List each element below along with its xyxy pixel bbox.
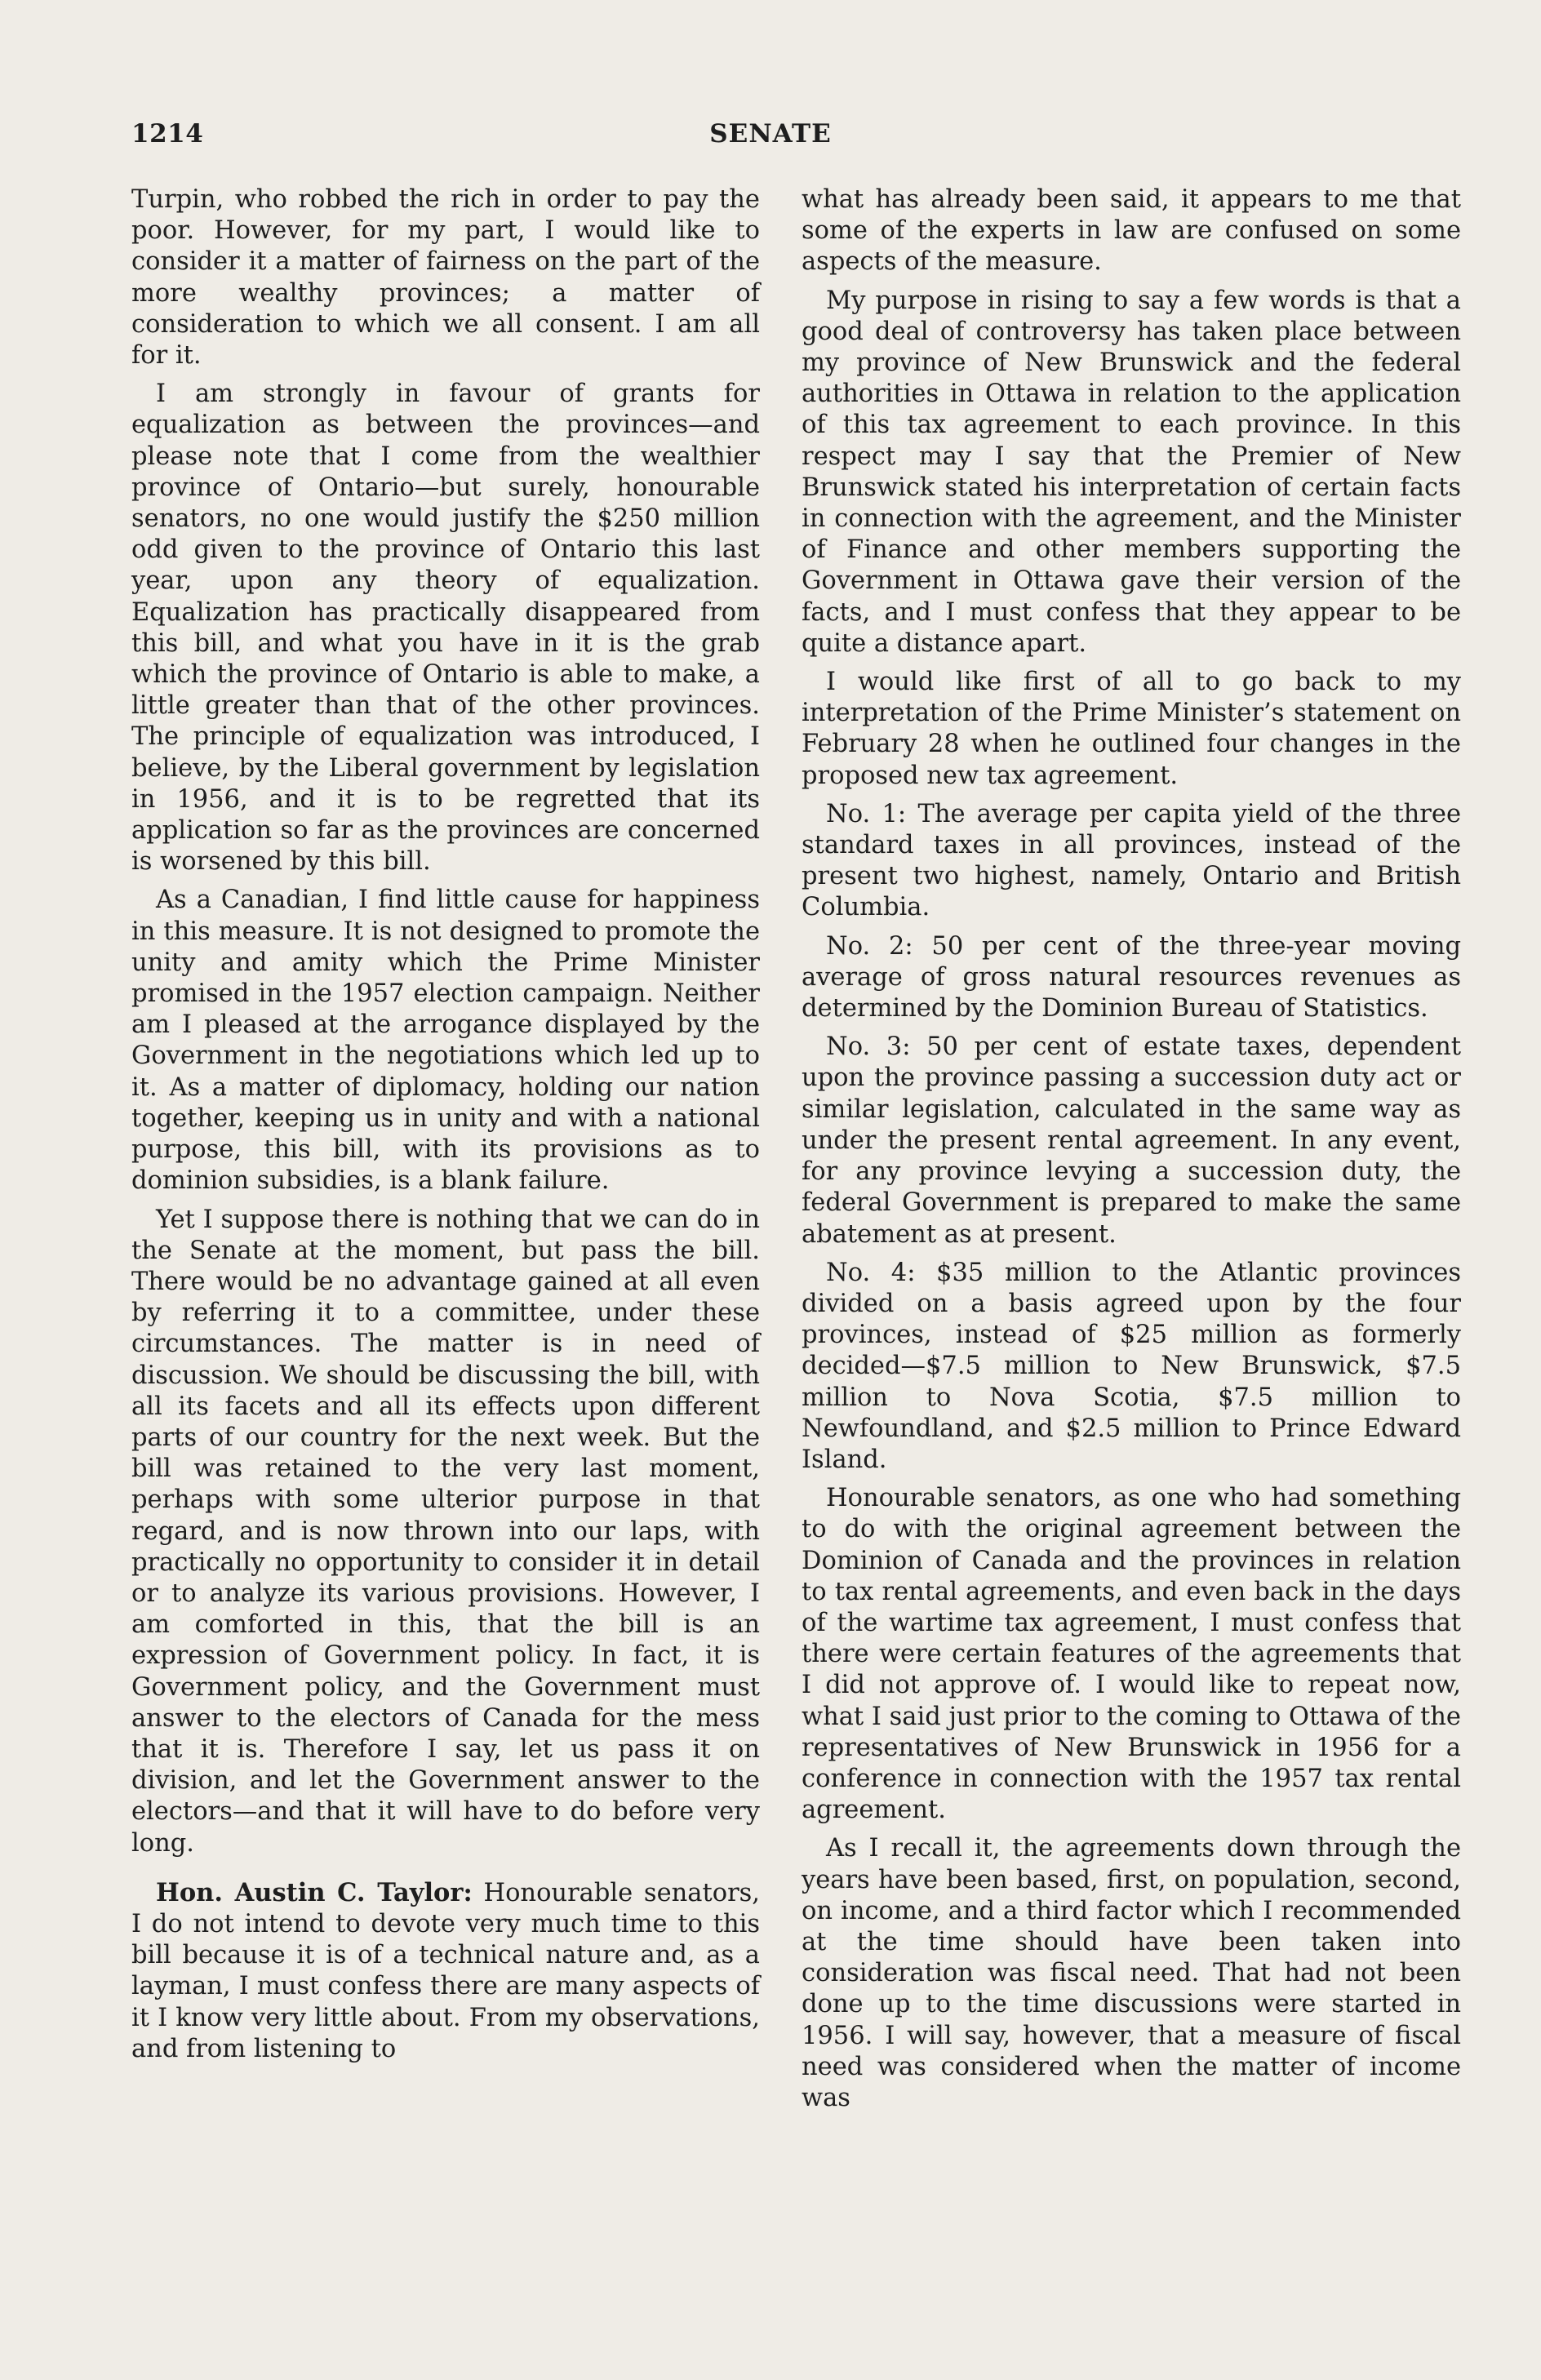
paragraph: Honourable senators, as one who had something to do with the original agreement between the Dominion of Canada and the provinces in relation to tax rental agreements, and even back in the days of the wartime tax agreement, I must confess that there were certain features of the agreements that I did not approve of. I would like to repeat now, what I said just prior to the coming to Ottawa of the representatives of New Brunswick in 1956 for a conference in connection with the 1957 tax rental agreement. — [802, 1484, 1461, 1825]
paragraph: No. 3: 50 per cent of estate taxes, dependent upon the province passing a succession duty act or similar legislation, calculated in the same way as under the present rental agreement. In any event, for any province levying a succession duty, the federal Government is prepared to make the same abatement as at present. — [802, 1032, 1461, 1249]
speaker-name: Hon. Austin C. Taylor: — [156, 1877, 473, 1907]
paragraph: No. 4: $35 million to the Atlantic provinces divided on a basis agreed upon by the four provinces, instead of $25 million as formerly decided—$7.5 million to New Brunswick, $7.5 million to Nova Scotia, $7.5 million to Newfoundland, and $2.5 million to Prince Edward Island. — [802, 1258, 1461, 1474]
paragraph: Yet I suppose there is nothing that we can do in the Senate at the moment, but pass the bill. There would be no advantage gained at all even by referring it to a committee, under these circumstances. The matter is in need of discussion. We should be discussing the bill, with all its facets and all its effects upon different parts of our country for the next week. But the bill was retained to the very last moment, perhaps with some ulterior purpose in that regard, and is now thrown into our laps, with practically no opportunity to consider it in detail or to analyze its various provisions. However, I am comforted in this, that the bill is an expression of Government policy. In fact, it is Government policy, and the Government must answer to the electors of Canada for the mess that it is. Therefore I say, let us pass it on division, and let the Government answer to the electors—and that it will have to do before very long. — [131, 1205, 760, 1858]
paragraph: No. 2: 50 per cent of the three-year moving average of gross natural resources revenues as determined by the Dominion Bureau of Statistics. — [802, 931, 1461, 1023]
paragraph: Turpin, who robbed the rich in order to pay the poor. However, for my part, I would like to consider it a matter of fairness on the part of the more wealthy provinces; a matter of consideration to which we all consent. I am all for it. — [131, 185, 760, 371]
paragraph: My purpose in rising to say a few words is that a good deal of controversy has taken place between my province of New Brunswick and the federal authorities in Ottawa in relation to the application of this tax agreement to each province. In this respect may I say that the Premier of New Brunswick stated his interpretation of certain facts in connection with the agreement, and the Minister of Finance and other members supporting the Government in Ottawa gave their version of the facts, and I must confess that they appear to be quite a distance apart. — [802, 286, 1461, 658]
speech-text: Honourable senators, I do not intend to devote very much time to this bill because it is of a technical nature and, as a layman, I must confess there are many aspects of it I know very little about. From my observations, and from listening to — [131, 1878, 760, 2063]
paragraph: what has already been said, it appears to me that some of the experts in law are confused on some aspects of the measure. — [802, 185, 1461, 277]
paragraph: I would like first of all to go back to my interpretation of the Prime Minister’s statement on February 28 when he outlined four changes in the proposed new tax agreement. — [802, 668, 1461, 790]
right-column — [802, 184, 1461, 2114]
paragraph: No. 1: The average per capita yield of the three standard taxes in all provinces, instead of the present two highest, namely, Ontario and British Columbia. — [802, 799, 1461, 922]
page-number: 1214 — [131, 119, 204, 149]
paragraph: As I recall it, the agreements down through the years have been based, first, on population, second, on income, and a third factor which I recommended at the time should have been taken into consideration was fiscal need. That had not been done up to the time discussions were started in 1956. I will say, however, that a measure of fiscal need was considered when the matter of income was — [802, 1834, 1461, 2112]
speaker-paragraph — [131, 1877, 760, 2065]
running-head: SENATE — [709, 119, 832, 149]
paragraph: I am strongly in favour of grants for equalization as between the provinces—and please note that I come from the wealthier province of Ontario—but surely, honourable senators, no one would justify the $250 million odd given to the province of Ontario this last year, upon any theory of equalization. Equalization has practically disappeared from this bill, and what you have in it is the grab which the province of Ontario is able to make, a little greater than that of the other provinces. The principle of equalization was introduced, I believe, by the Liberal government by legislation in 1956, and it is to be regretted that its application so far as the provinces are concerned is worsened by this bill. — [131, 380, 760, 877]
paragraph: As a Canadian, I find little cause for happiness in this measure. It is not designed to promote the unity and amity which the Prime Minister promised in the 1957 election campaign. Neither am I pleased at the arrogance displayed by the Government in the negotiations which led up to it. As a matter of diplomacy, holding our nation together, keeping us in unity and with a national purpose, this bill, with its provisions as to dominion subsidies, is a blank failure. — [131, 886, 760, 1196]
left-column — [131, 184, 760, 2065]
